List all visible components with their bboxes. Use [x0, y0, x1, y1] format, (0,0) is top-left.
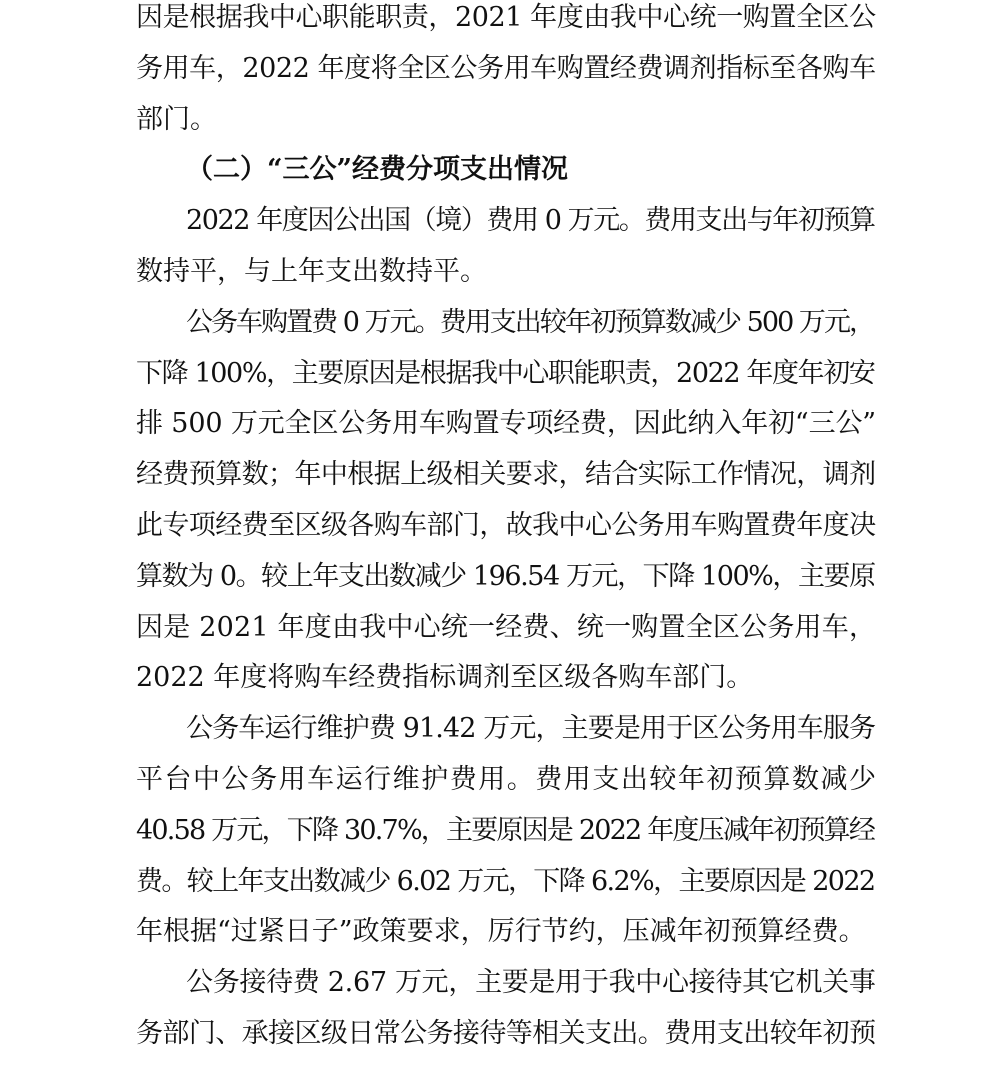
- line-text: 经费预算数；年中根据上级相关要求，结合实际工作情况，调剂: [136, 459, 876, 491]
- line-text: 2022 年度因公出国（境）费用 0 万元。费用支出与年初预算: [186, 205, 875, 237]
- line-text: 公务车运行维护费 91.42 万元，主要是用于区公务用车服务: [186, 713, 876, 745]
- line-text: 务用车，2022 年度将全区公务用车购置经费调剂指标至各购车: [136, 52, 876, 84]
- paragraph-line: [0, 306, 1000, 359]
- line-text: 数持平，与上年支出数持平。: [136, 256, 487, 287]
- paragraph-line: [0, 664, 1000, 714]
- paragraph-line: [0, 715, 1000, 765]
- paragraph-line: [0, 103, 1000, 156]
- paragraph-line: [0, 918, 1000, 968]
- paragraph-line: [0, 52, 1000, 105]
- paragraph-line: [0, 512, 1000, 562]
- paragraph-line: [0, 814, 1000, 867]
- line-text: 公务车购置费 0 万元。费用支出较年初预算数减少 500 万元，: [186, 306, 875, 338]
- paragraph-line: [0, 1020, 1000, 1070]
- line-text: 公务接待费 2.67 万元，主要是用于我中心接待其它机关事: [186, 967, 876, 999]
- line-text: 算数为 0。较上年支出数减少 196.54 万元，下降 100%，主要原: [136, 560, 875, 592]
- paragraph-line: [0, 766, 1000, 816]
- line-text: 排 500 万元全区公务用车购置专项经费，因此纳入年初“三公”: [136, 408, 876, 440]
- line-text: 费。较上年支出数减少 6.02 万元，下降 6.2%，主要原因是 2022: [136, 865, 875, 897]
- line-text: 平台中公务用车运行维护费用。费用支出较年初预算数减少: [136, 764, 878, 795]
- paragraph-line: [0, 4, 1000, 54]
- paragraph-line: [0, 207, 1000, 257]
- line-text: 40.58 万元，下降 30.7%，主要原因是 2022 年度压减年初预算经: [136, 814, 875, 846]
- paragraph-line: [0, 611, 1000, 664]
- paragraph-line: [0, 461, 1000, 511]
- line-text: 此专项经费至区级各购车部门，故我中心公务用车购置费年度决: [136, 510, 876, 541]
- line-text: 下降 100%，主要原因是根据我中心职能职责，2022 年度年初安: [136, 357, 875, 389]
- paragraph-line: [0, 357, 1000, 410]
- line-text: （二）“三公”经费分项支出情况: [186, 154, 569, 186]
- paragraph-line: [0, 969, 1000, 1019]
- paragraph-line: [0, 410, 1000, 460]
- paragraph-line: [0, 865, 1000, 918]
- line-text: 部门。: [136, 103, 217, 135]
- line-text: 因是 2021 年度由我中心统一经费、统一购置全区公务用车，: [136, 611, 877, 643]
- section-heading: [0, 156, 1000, 206]
- line-text: 2022 年度将购车经费指标调剂至区级各购车部门。: [136, 662, 754, 694]
- line-text: 务部门、承接区级日常公务接待等相关支出。费用支出较年初预: [136, 1018, 876, 1049]
- line-text: 因是根据我中心职能职责，2021 年度由我中心统一购置全区公: [136, 2, 876, 33]
- paragraph-line: [0, 560, 1000, 613]
- paragraph-line: [0, 258, 1000, 308]
- line-text: 年根据“过紧日子”政策要求，厉行节约，压减年初预算经费。: [136, 916, 866, 948]
